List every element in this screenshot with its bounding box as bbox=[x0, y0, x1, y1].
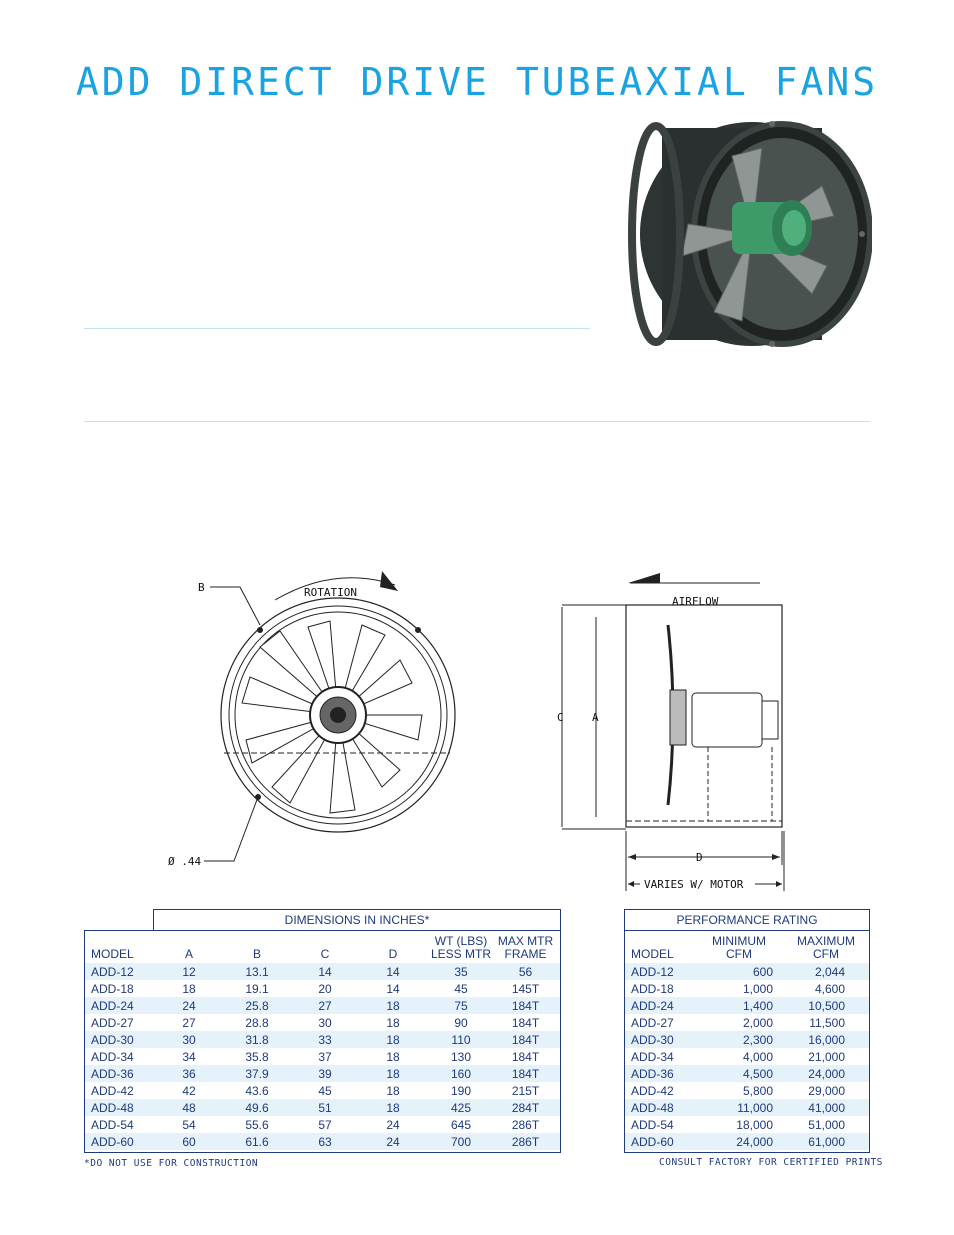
cell-frame: 56 bbox=[491, 963, 560, 980]
cell-d: 18 bbox=[355, 1082, 431, 1099]
cell-model: ADD-27 bbox=[625, 1014, 695, 1031]
cell-frame: 184T bbox=[491, 1048, 560, 1065]
cell-a: 36 bbox=[159, 1065, 219, 1082]
cell-model: ADD-60 bbox=[625, 1133, 695, 1150]
cell-min-cfm: 24,000 bbox=[695, 1133, 783, 1150]
cell-frame: 215T bbox=[491, 1082, 560, 1099]
col-min-cfm bbox=[695, 931, 783, 963]
cell-model: ADD-36 bbox=[625, 1065, 695, 1082]
cell-d: 24 bbox=[355, 1133, 431, 1150]
cell-c: 51 bbox=[295, 1099, 355, 1116]
cell-min-cfm: 2,000 bbox=[695, 1014, 783, 1031]
cell-c: 39 bbox=[295, 1065, 355, 1082]
table-row bbox=[85, 963, 560, 980]
cell-b: 19.1 bbox=[219, 980, 295, 997]
cell-model: ADD-42 bbox=[85, 1082, 159, 1099]
cell-c: 63 bbox=[295, 1133, 355, 1150]
cell-b: 37.9 bbox=[219, 1065, 295, 1082]
cell-c: 45 bbox=[295, 1082, 355, 1099]
table-row bbox=[85, 1133, 560, 1150]
cell-a: 54 bbox=[159, 1116, 219, 1133]
performance-footnote: CONSULT FACTORY FOR CERTIFIED PRINTS bbox=[659, 1157, 883, 1168]
cell-d: 18 bbox=[355, 1099, 431, 1116]
table-row bbox=[85, 1031, 560, 1048]
table-row bbox=[625, 1048, 869, 1065]
cell-min-cfm: 18,000 bbox=[695, 1116, 783, 1133]
cell-model: ADD-54 bbox=[85, 1116, 159, 1133]
col-min-cfm-line2: CFM bbox=[726, 947, 752, 961]
col-a: A bbox=[184, 947, 193, 961]
col-min-cfm-line1: MINIMUM bbox=[712, 934, 766, 948]
cell-min-cfm: 1,400 bbox=[695, 997, 783, 1014]
table-row bbox=[625, 1116, 869, 1133]
col-max-cfm-line2: CFM bbox=[813, 947, 839, 961]
cell-frame: 184T bbox=[491, 1065, 560, 1082]
cell-d: 24 bbox=[355, 1116, 431, 1133]
col-d: D bbox=[388, 947, 398, 961]
cell-weight: 160 bbox=[431, 1065, 491, 1082]
side-view-drawing bbox=[550, 565, 800, 895]
cell-a: 48 bbox=[159, 1099, 219, 1116]
cell-d: 18 bbox=[355, 1048, 431, 1065]
table-row bbox=[625, 1014, 869, 1031]
col-frame bbox=[491, 931, 560, 963]
table-row bbox=[625, 980, 869, 997]
cell-max-cfm: 29,000 bbox=[783, 1082, 869, 1099]
performance-header-text: PERFORMANCE RATING bbox=[676, 913, 818, 927]
table-row bbox=[85, 1099, 560, 1116]
cell-weight: 75 bbox=[431, 997, 491, 1014]
cell-min-cfm: 4,500 bbox=[695, 1065, 783, 1082]
table-row bbox=[625, 1099, 869, 1116]
cell-model: ADD-27 bbox=[85, 1014, 159, 1031]
table-row bbox=[625, 963, 869, 980]
cell-weight: 190 bbox=[431, 1082, 491, 1099]
cell-d: 14 bbox=[355, 980, 431, 997]
cell-model: ADD-42 bbox=[625, 1082, 695, 1099]
cell-model: ADD-24 bbox=[85, 997, 159, 1014]
col-weight bbox=[431, 931, 491, 963]
cell-weight: 425 bbox=[431, 1099, 491, 1116]
cell-d: 18 bbox=[355, 1014, 431, 1031]
col-b: B bbox=[252, 947, 261, 961]
cell-max-cfm: 21,000 bbox=[783, 1048, 869, 1065]
col-weight-line1: WT (LBS) bbox=[434, 934, 488, 948]
cell-frame: 184T bbox=[491, 1014, 560, 1031]
cell-c: 14 bbox=[295, 963, 355, 980]
cell-model: ADD-18 bbox=[85, 980, 159, 997]
cell-a: 27 bbox=[159, 1014, 219, 1031]
cell-b: 31.8 bbox=[219, 1031, 295, 1048]
cell-a: 30 bbox=[159, 1031, 219, 1048]
cell-b: 35.8 bbox=[219, 1048, 295, 1065]
label-airflow: AIRFLOW bbox=[672, 595, 719, 608]
cell-max-cfm: 24,000 bbox=[783, 1065, 869, 1082]
dimensions-table bbox=[84, 930, 561, 1153]
cell-a: 42 bbox=[159, 1082, 219, 1099]
cell-max-cfm: 51,000 bbox=[783, 1116, 869, 1133]
cell-b: 49.6 bbox=[219, 1099, 295, 1116]
dimensions-footnote: *DO NOT USE FOR CONSTRUCTION bbox=[84, 1158, 259, 1169]
col-model: MODEL bbox=[91, 947, 134, 961]
cell-c: 33 bbox=[295, 1031, 355, 1048]
cell-b: 13.1 bbox=[219, 963, 295, 980]
col-frame-line1: MAX MTR bbox=[497, 934, 554, 948]
label-rotation: ROTATION bbox=[304, 586, 357, 599]
label-d: D bbox=[696, 851, 703, 864]
cell-model: ADD-12 bbox=[85, 963, 159, 980]
cell-min-cfm: 5,800 bbox=[695, 1082, 783, 1099]
table-row bbox=[625, 997, 869, 1014]
cell-d: 18 bbox=[355, 1065, 431, 1082]
cell-a: 18 bbox=[159, 980, 219, 997]
cell-model: ADD-48 bbox=[625, 1099, 695, 1116]
cell-frame: 284T bbox=[491, 1099, 560, 1116]
label-c: C bbox=[557, 711, 564, 724]
cell-d: 18 bbox=[355, 997, 431, 1014]
cell-c: 20 bbox=[295, 980, 355, 997]
cell-max-cfm: 16,000 bbox=[783, 1031, 869, 1048]
cell-weight: 45 bbox=[431, 980, 491, 997]
cell-model: ADD-34 bbox=[85, 1048, 159, 1065]
cell-weight: 130 bbox=[431, 1048, 491, 1065]
col-max-cfm bbox=[783, 931, 869, 963]
label-a: A bbox=[592, 711, 599, 724]
divider-line-top bbox=[84, 328, 590, 329]
cell-max-cfm: 41,000 bbox=[783, 1099, 869, 1116]
fan-product-photo bbox=[622, 116, 872, 348]
divider-line-bottom bbox=[84, 421, 870, 422]
cell-max-cfm: 10,500 bbox=[783, 997, 869, 1014]
cell-weight: 700 bbox=[431, 1133, 491, 1150]
cell-c: 27 bbox=[295, 997, 355, 1014]
cell-model: ADD-30 bbox=[625, 1031, 695, 1048]
cell-c: 30 bbox=[295, 1014, 355, 1031]
cell-b: 55.6 bbox=[219, 1116, 295, 1133]
cell-model: ADD-34 bbox=[625, 1048, 695, 1065]
cell-model: ADD-48 bbox=[85, 1099, 159, 1116]
col-c: C bbox=[320, 947, 330, 961]
cell-max-cfm: 4,600 bbox=[783, 980, 869, 997]
table-row bbox=[625, 1082, 869, 1099]
label-varies: VARIES W/ MOTOR bbox=[644, 878, 744, 891]
cell-model: ADD-24 bbox=[625, 997, 695, 1014]
table-row bbox=[85, 1048, 560, 1065]
table-row bbox=[85, 980, 560, 997]
cell-weight: 90 bbox=[431, 1014, 491, 1031]
col-frame-line2: FRAME bbox=[504, 947, 547, 961]
cell-min-cfm: 4,000 bbox=[695, 1048, 783, 1065]
table-row bbox=[85, 1014, 560, 1031]
cell-model: ADD-18 bbox=[625, 980, 695, 997]
cell-model: ADD-54 bbox=[625, 1116, 695, 1133]
cell-a: 12 bbox=[159, 963, 219, 980]
cell-b: 43.6 bbox=[219, 1082, 295, 1099]
cell-model: ADD-30 bbox=[85, 1031, 159, 1048]
cell-frame: 184T bbox=[491, 1031, 560, 1048]
cell-weight: 645 bbox=[431, 1116, 491, 1133]
col-max-cfm-line1: MAXIMUM bbox=[797, 934, 855, 948]
dimensions-header-text: DIMENSIONS IN INCHES* bbox=[284, 913, 430, 927]
cell-min-cfm: 1,000 bbox=[695, 980, 783, 997]
table-row bbox=[625, 1065, 869, 1082]
performance-header bbox=[624, 909, 870, 930]
cell-frame: 145T bbox=[491, 980, 560, 997]
cell-a: 60 bbox=[159, 1133, 219, 1150]
cell-d: 18 bbox=[355, 1031, 431, 1048]
cell-max-cfm: 11,500 bbox=[783, 1014, 869, 1031]
table-row bbox=[85, 1065, 560, 1082]
cell-frame: 184T bbox=[491, 997, 560, 1014]
cell-b: 25.8 bbox=[219, 997, 295, 1014]
table-row bbox=[85, 1116, 560, 1133]
col-perf-model: MODEL bbox=[631, 947, 674, 961]
cell-weight: 35 bbox=[431, 963, 491, 980]
cell-c: 37 bbox=[295, 1048, 355, 1065]
cell-min-cfm: 2,300 bbox=[695, 1031, 783, 1048]
label-b: B bbox=[198, 581, 205, 594]
cell-frame: 286T bbox=[491, 1133, 560, 1150]
cell-b: 61.6 bbox=[219, 1133, 295, 1150]
cell-max-cfm: 2,044 bbox=[783, 963, 869, 980]
cell-frame: 286T bbox=[491, 1116, 560, 1133]
cell-model: ADD-60 bbox=[85, 1133, 159, 1150]
cell-c: 57 bbox=[295, 1116, 355, 1133]
table-row bbox=[625, 1133, 869, 1150]
cell-weight: 110 bbox=[431, 1031, 491, 1048]
cell-d: 14 bbox=[355, 963, 431, 980]
table-row bbox=[85, 1082, 560, 1099]
cell-a: 24 bbox=[159, 997, 219, 1014]
table-row bbox=[85, 997, 560, 1014]
table-row bbox=[625, 1031, 869, 1048]
cell-a: 34 bbox=[159, 1048, 219, 1065]
dimensions-header bbox=[153, 909, 561, 930]
cell-min-cfm: 11,000 bbox=[695, 1099, 783, 1116]
page-title: ADD DIRECT DRIVE TUBEAXIAL FANS bbox=[75, 60, 879, 104]
cell-model: ADD-12 bbox=[625, 963, 695, 980]
cell-b: 28.8 bbox=[219, 1014, 295, 1031]
cell-min-cfm: 600 bbox=[695, 963, 783, 980]
col-weight-line2: LESS MTR bbox=[431, 947, 492, 961]
cell-model: ADD-36 bbox=[85, 1065, 159, 1082]
cell-max-cfm: 61,000 bbox=[783, 1133, 869, 1150]
performance-table bbox=[624, 930, 870, 1153]
label-bolt-hole: Ø .44 bbox=[168, 855, 202, 868]
front-view-drawing bbox=[160, 565, 460, 875]
